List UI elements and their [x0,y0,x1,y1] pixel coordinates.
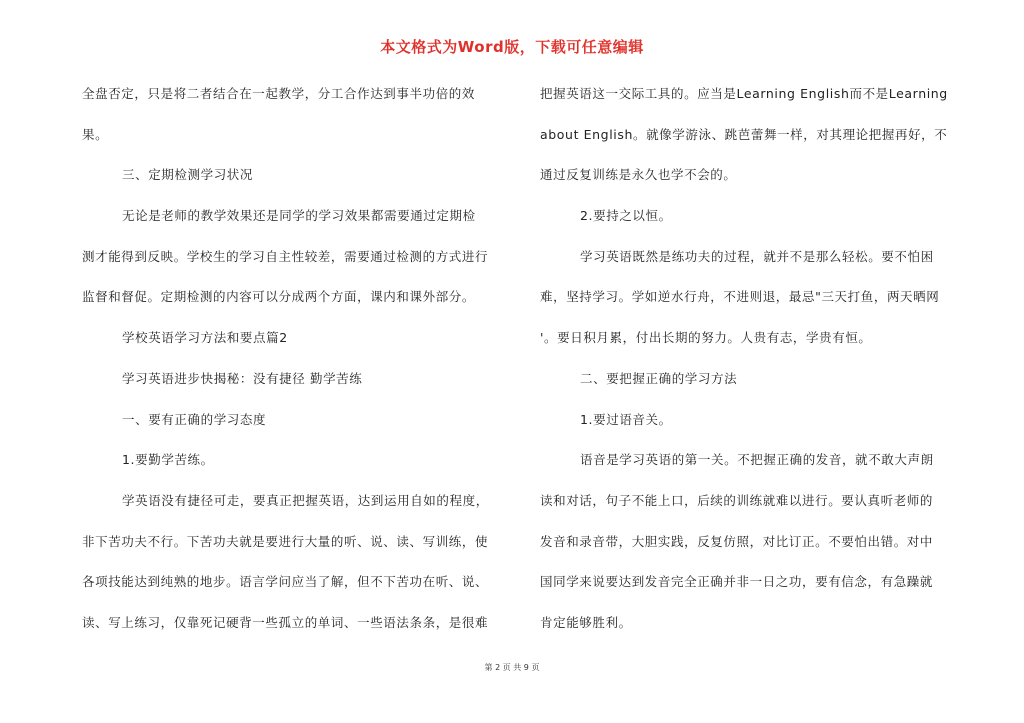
right-column-text-line: 2.要持之以恒。 [580,208,672,224]
left-column-text-line: 学习英语进步快揭秘：没有捷径 勤学苦练 [122,370,363,386]
left-column-text-line: 各项技能达到纯熟的地步。语言学问应当了解，但不下苦功在听、说、 [82,574,489,590]
left-column-text-line: 三、定期检测学习状况 [122,167,254,183]
left-column-text-line: 全盘否定，只是将二者结合在一起教学，分工合作达到事半功倍的效 [82,86,476,101]
right-column-text-line: 把握英语这一交际工具的。应当是Learning English而不是Learning [540,86,948,101]
left-column-text-line: 学校英语学习方法和要点篇2 [122,330,288,346]
left-column-text-line: 一、要有正确的学习态度 [122,411,267,427]
right-column [540,80,960,650]
document-banner: 本文格式为Word版，下载可任意编辑 [380,38,644,56]
right-column-text-line: '。要日积月累，付出长期的努力。人贵有志，学贵有恒。 [540,330,872,346]
right-column-text-line: 二、要把握正确的学习方法 [580,370,738,386]
left-column-text-line: 监督和督促。定期检测的内容可以分成两个方面，课内和课外部分。 [82,289,476,305]
right-column-text-line: 肯定能够胜利。 [540,614,632,630]
left-column [82,80,502,650]
right-column-text-line: 学习英语既然是练功夫的过程，就并不是那么轻松。要不怕困 [580,248,934,264]
right-column-text-line: 通过反复训练是永久也学不会的。 [540,167,737,183]
left-column-text-line: 学英语没有捷径可走，要真正把握英语，达到运用自如的程度， [122,492,489,508]
left-column-text-line: 果。 [82,126,109,142]
left-column-text-line: 1.要勤学苦练。 [122,452,214,468]
left-column-text-line: 非下苦功夫不行。下苦功夫就是要进行大量的听、说、读、写训练，使 [82,533,489,549]
right-column-text-line: about English。就像学游泳、跳芭蕾舞一样，对其理论把握再好，不 [540,126,948,142]
right-column-text-line: 难，坚持学习。学如逆水行舟，不进则退，最忌"三天打鱼，两天晒网 [540,289,940,305]
right-column-text-line: 国同学来说要达到发音完全正确并非一日之功，要有信念，有急躁就 [540,574,934,590]
left-column-text-line: 测才能得到反映。学校生的学习自主性较差，需要通过检测的方式进行 [82,248,489,264]
right-column-text-line: 语音是学习英语的第一关。不把握正确的发音，就不敢大声朗 [580,452,934,468]
page-number: 第 2 页 共 9 页 [484,663,540,672]
right-column-text-line: 读和对话，句子不能上口，后续的训练就难以进行。要认真听老师的 [540,492,934,508]
left-column-text-line: 无论是老师的教学效果还是同学的学习效果都需要通过定期检 [122,208,476,224]
right-column-text-line: 发音和录音带，大胆实践，反复仿照，对比订正。不要怕出错。对中 [540,533,934,549]
right-column-text-line: 1.要过语音关。 [580,411,672,427]
left-column-text-line: 读、写上练习，仅靠死记硬背一些孤立的单词、一些语法条条，是很难 [82,614,489,630]
